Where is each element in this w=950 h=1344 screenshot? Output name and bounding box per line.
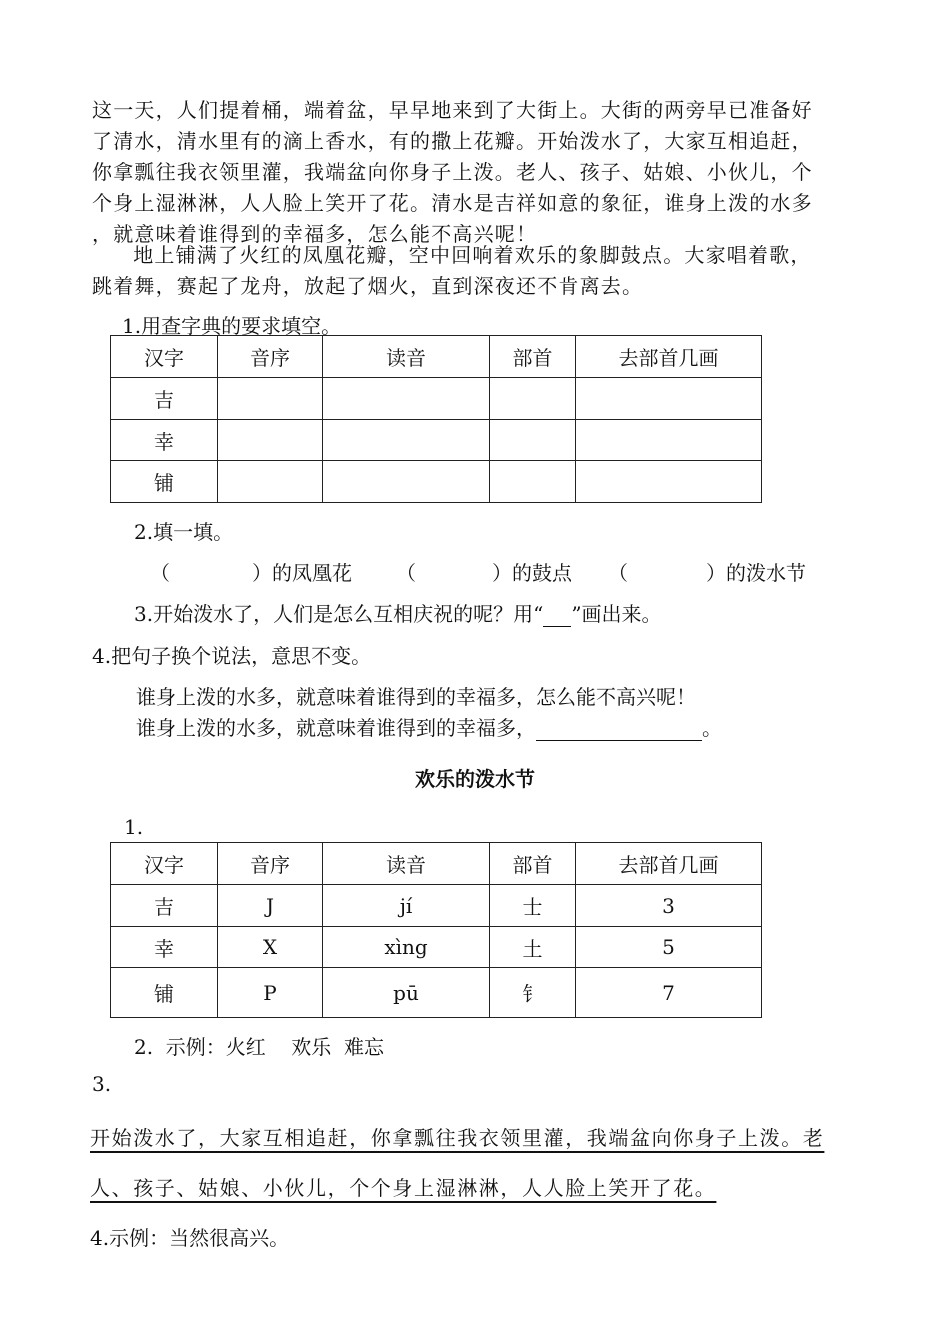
table-cell-input[interactable]: [490, 420, 576, 461]
table-cell-input[interactable]: [490, 461, 576, 503]
table-header: 音序: [218, 843, 323, 885]
question-4-rewrite: [136, 712, 722, 741]
table-header: 汉字: [111, 843, 218, 885]
table-row: [111, 420, 762, 461]
table-header: 音序: [218, 336, 323, 378]
table-cell: 幸: [111, 927, 218, 968]
table-header: 汉字: [111, 336, 218, 378]
table-cell: pū: [323, 968, 490, 1018]
passage-line: 这一天，人们提着桶，端着盆，早早地来到了大街上。大街的两旁早已准备好: [92, 98, 813, 122]
passage-line: 个身上湿淋淋，人人脸上笑开了花。清水是吉祥如意的象征，谁身上泼的水多: [92, 191, 813, 215]
fill-suffix: ）的鼓点: [492, 561, 572, 585]
dictionary-table: [110, 335, 762, 503]
table-cell-input[interactable]: [576, 420, 762, 461]
answer-3-line: 人、孩子、姑娘、小伙儿，个个身上湿淋淋，人人脸上笑开了花。: [90, 1176, 717, 1200]
table-header: 去部首几画: [576, 336, 762, 378]
answer-4: 4.示例：当然很高兴。: [90, 1226, 290, 1250]
table-cell: X: [218, 927, 323, 968]
table-row: [111, 461, 762, 503]
question-2-label: 2.填一填。: [134, 520, 234, 544]
table-cell: xìng: [323, 927, 490, 968]
underline-sample: [543, 602, 571, 627]
question-3-text: 3.开始泼水了，人们是怎么互相庆祝的呢？用“: [134, 602, 544, 626]
answer-title: 欢乐的泼水节: [415, 767, 535, 791]
table-cell-input[interactable]: [576, 461, 762, 503]
table-cell: jí: [323, 885, 490, 927]
table-cell: 土: [490, 927, 576, 968]
question-3-text-end: ”画出来。: [571, 602, 662, 626]
table-header-row: [111, 843, 762, 885]
answer-2: 2. 示例：火红 欢乐 难忘: [134, 1035, 384, 1059]
table-header: 去部首几画: [576, 843, 762, 885]
fill-item-1[interactable]: [150, 557, 352, 586]
table-header: 部首: [490, 843, 576, 885]
table-cell: 5: [576, 927, 762, 968]
table-cell-char: 铺: [111, 461, 218, 503]
table-cell-char: 幸: [111, 420, 218, 461]
question-4-sentence: 谁身上泼的水多，就意味着谁得到的幸福多，怎么能不高兴呢！: [136, 685, 696, 709]
table-header: 读音: [323, 843, 490, 885]
table-row: [111, 378, 762, 420]
fill-item-2[interactable]: [396, 557, 572, 586]
passage-line: 跳着舞，赛起了龙舟，放起了烟火，直到深夜还不肯离去。: [92, 274, 644, 298]
table-cell: 士: [490, 885, 576, 927]
passage-line: 你拿瓢往我衣领里灌，我端盆向你身子上泼。老人、孩子、姑娘、小伙儿，个: [92, 160, 813, 184]
answer-3-line: 开始泼水了，大家互相追赶，你拿瓢往我衣领里灌，我端盆向你身子上泼。老: [90, 1126, 825, 1150]
table-cell-input[interactable]: [490, 378, 576, 420]
table-cell-input[interactable]: [323, 420, 490, 461]
table-cell: 钅: [490, 968, 576, 1018]
table-cell: 吉: [111, 885, 218, 927]
table-cell-input[interactable]: [576, 378, 762, 420]
table-cell: P: [218, 968, 323, 1018]
table-cell: J: [218, 885, 323, 927]
table-cell-char: 吉: [111, 378, 218, 420]
question-3: [134, 598, 662, 627]
open-paren: （: [608, 561, 628, 585]
table-cell: 铺: [111, 968, 218, 1018]
table-cell: 7: [576, 968, 762, 1018]
answer-table: [110, 842, 762, 1018]
question-4-label: 4.把句子换个说法，意思不变。: [92, 644, 372, 668]
rewrite-prefix: 谁身上泼的水多，就意味着谁得到的幸福多，: [136, 716, 536, 740]
rewrite-blank[interactable]: [536, 716, 702, 741]
passage-line: 地上铺满了火红的凤凰花瓣，空中回响着欢乐的象脚鼓点。大家唱着歌，: [112, 243, 812, 267]
fill-suffix: ）的泼水节: [706, 561, 806, 585]
table-cell-input[interactable]: [218, 378, 323, 420]
table-cell-input[interactable]: [323, 378, 490, 420]
answer-1-label: 1.: [124, 815, 144, 839]
table-row: [111, 885, 762, 927]
table-row: [111, 927, 762, 968]
table-cell-input[interactable]: [218, 420, 323, 461]
passage-line: 了清水，清水里有的滴上香水，有的撒上花瓣。开始泼水了，大家互相追赶，: [92, 129, 813, 153]
table-cell: 3: [576, 885, 762, 927]
table-cell-input[interactable]: [218, 461, 323, 503]
table-header: 部首: [490, 336, 576, 378]
fill-item-3[interactable]: [608, 557, 806, 586]
rewrite-suffix: 。: [702, 716, 722, 740]
question-1-label: 1.用查字典的要求填空。: [122, 314, 342, 338]
fill-suffix: ）的凤凰花: [252, 561, 352, 585]
table-cell-input[interactable]: [323, 461, 490, 503]
table-header-row: [111, 336, 762, 378]
open-paren: （: [150, 561, 170, 585]
answer-3-label: 3.: [92, 1072, 112, 1096]
open-paren: （: [396, 561, 416, 585]
passage-line: ，就意味着谁得到的幸福多，怎么能不高兴呢！: [92, 222, 538, 246]
table-header: 读音: [323, 336, 490, 378]
table-row: [111, 968, 762, 1018]
